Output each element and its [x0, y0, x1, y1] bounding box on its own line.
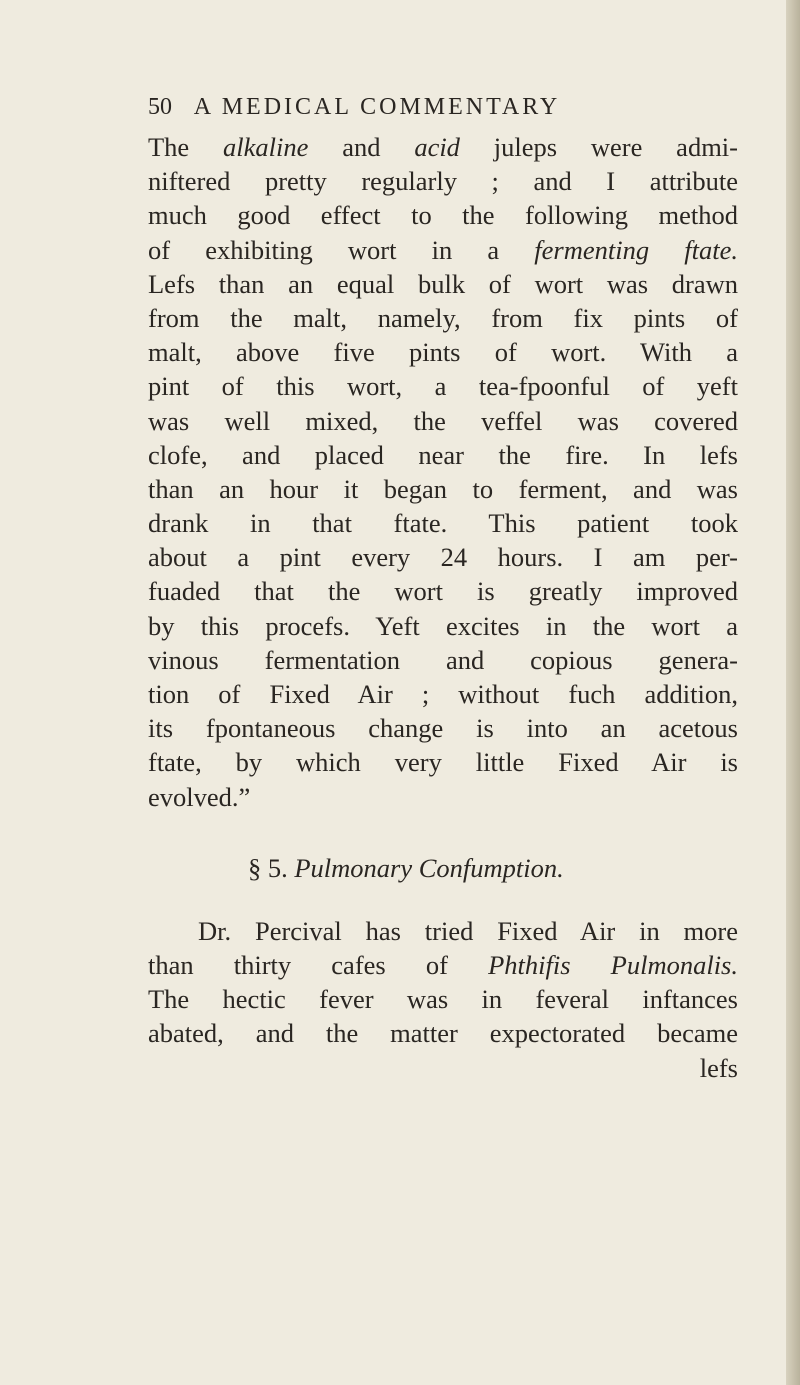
text-run: ftate, by which very little Fixed Air is [148, 747, 738, 778]
page-edge [786, 0, 800, 1385]
text-run: malt, above five pints of wort. With a [148, 337, 738, 368]
text-line [148, 404, 738, 438]
text-run: was well mixed, the veffel was covered [148, 405, 738, 436]
page-number: 50 [148, 94, 172, 120]
text-line [148, 711, 738, 745]
text-run: from the malt, namely, from fix pints of [148, 302, 738, 333]
text-line [148, 438, 738, 472]
text-line [148, 164, 738, 198]
running-title: A MEDICAL COMMENTARY [193, 94, 561, 120]
text-line [148, 267, 738, 301]
text-run: by this procefs. Yeft excites in the wort a [148, 610, 738, 641]
text-line [148, 574, 738, 608]
spacer [148, 888, 738, 914]
text-line [148, 335, 738, 369]
text-line [148, 914, 738, 948]
text-run: than thirty cafes of [148, 949, 489, 980]
section-title: Pulmonary Confumption. [294, 852, 564, 883]
text-run: tion of Fixed Air ; without fuch addition, [148, 679, 738, 709]
text-run: Dr. Percival has tried Fixed Air in more [198, 915, 738, 946]
text-line [148, 982, 738, 1016]
text-run: its fpontaneous change is into an acetous [148, 713, 738, 744]
text-line [148, 540, 738, 574]
text-run: than an hour it began to ferment, and was [148, 473, 738, 504]
spacer [148, 814, 738, 848]
text-run: The [148, 132, 224, 162]
text-line [148, 1016, 738, 1050]
text-line [148, 369, 738, 403]
text-run: evolved.” [148, 781, 251, 812]
italic-run: acid [414, 132, 460, 162]
italic-run: fermenting ftate. [534, 234, 738, 265]
text-line [148, 948, 738, 982]
paragraph-percival [148, 914, 738, 1051]
text-line [148, 780, 738, 814]
text-run: much good effect to the following method [148, 200, 738, 231]
text-line [148, 198, 738, 232]
text-run: of exhibiting wort in a [148, 234, 535, 265]
italic-run: alkaline [223, 132, 309, 162]
running-header [148, 94, 748, 121]
text-line [148, 472, 738, 506]
text-line [148, 130, 738, 164]
italic-run: Phthifis Pulmonalis. [488, 949, 738, 980]
text-line [148, 677, 738, 711]
text-line [148, 643, 738, 677]
text-line [148, 506, 738, 540]
text-run: about a pint every 24 hours. I am per- [148, 542, 738, 573]
text-run: The hectic fever was in feveral inftances [148, 984, 738, 1015]
text-run: juleps were admi- [459, 132, 738, 162]
section-symbol: § 5. [248, 852, 288, 883]
text-run: vinous fermentation and copious genera- [148, 644, 738, 675]
text-run: niftered pretty regularly ; and I attribute [148, 166, 738, 197]
text-run: pint of this wort, a tea-fpoonful of yeft [148, 371, 738, 402]
paragraph-juleps [148, 130, 738, 814]
text-run: fuaded that the wort is greatly improved [148, 576, 738, 607]
text-line [148, 301, 738, 335]
text-line [148, 233, 738, 267]
catchword: lefs [699, 1052, 738, 1083]
section-heading [148, 848, 738, 888]
text-run: and [308, 132, 415, 162]
text-run: drank in that ftate. This patient took [148, 508, 738, 539]
body-text [148, 130, 738, 1085]
text-line [148, 745, 738, 779]
text-run: abated, and the matter expectorated became [148, 1018, 738, 1049]
text-run: Lefs than an equal bulk of wort was drawn [148, 268, 738, 299]
text-line [148, 609, 738, 643]
text-run: clofe, and placed near the fire. In lefs [148, 439, 738, 470]
